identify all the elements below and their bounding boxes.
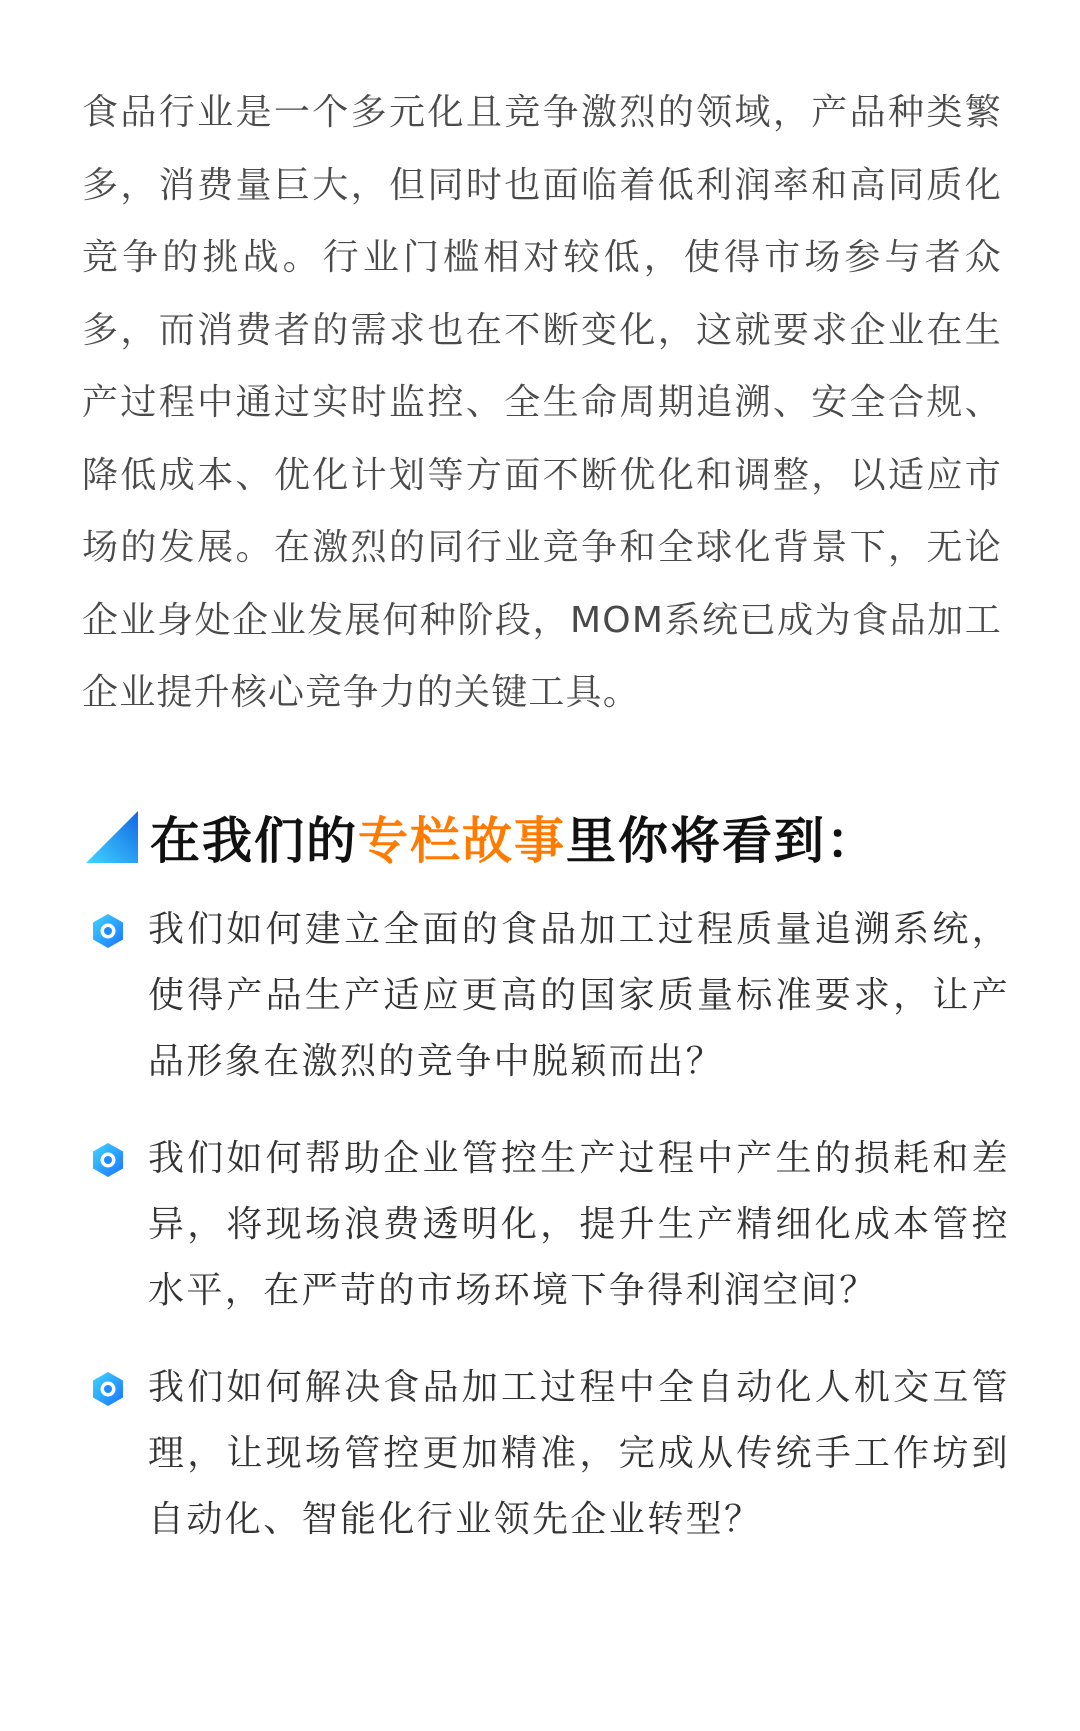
list-item — [90, 1355, 1010, 1553]
hexagon-bullet-icon — [90, 1371, 126, 1407]
list-item-text: 我们如何解决食品加工过程中全自动化人机交互管理，让现场管控更加精准，完成从传统手工作坊到自动化、智能化行业领先企业转型？ — [148, 1367, 1010, 1540]
intro-paragraph: 食品行业是一个多元化且竞争激烈的领域，产品种类繁多，消费量巨大，但同时也面临着低利润率和高同质化竞争的挑战。行业门槛相对较低，使得市场参与者众多，而消费者的需求也在不断变化，这就要求企业在生产过程中通过实时监控、全生命周期追溯、安全合规、降低成本、优化计划等方面不断优化和调整，以适应市场的发展。在激烈的同行业竞争和全球化背景下，无论企业身处企业发展何种阶段，MOM系统已成为食品加工企业提升核心竞争力的关键工具。 — [82, 92, 1002, 713]
list-item-text: 我们如何帮助企业管控生产过程中产生的损耗和差异，将现场浪费透明化，提升生产精细化成本管控水平，在严苛的市场环境下争得利润空间？ — [148, 1138, 1010, 1311]
hexagon-bullet-icon — [90, 1142, 126, 1178]
heading-highlight: 专栏故事 — [358, 812, 566, 870]
list-item-text: 我们如何建立全面的食品加工过程质量追溯系统，使得产品生产适应更高的国家质量标准要求，让产品形象在激烈的竞争中脱颖而出？ — [148, 909, 1010, 1082]
story-list — [90, 897, 1010, 1584]
heading-prefix: 在我们的 — [150, 812, 358, 870]
list-item — [90, 897, 1010, 1095]
gradient-triangle-icon — [86, 811, 138, 863]
section-heading — [86, 800, 878, 874]
hexagon-bullet-icon — [90, 913, 126, 949]
list-item — [90, 1126, 1010, 1324]
heading-suffix: 里你将看到： — [566, 812, 878, 870]
section-heading-text — [150, 801, 878, 873]
